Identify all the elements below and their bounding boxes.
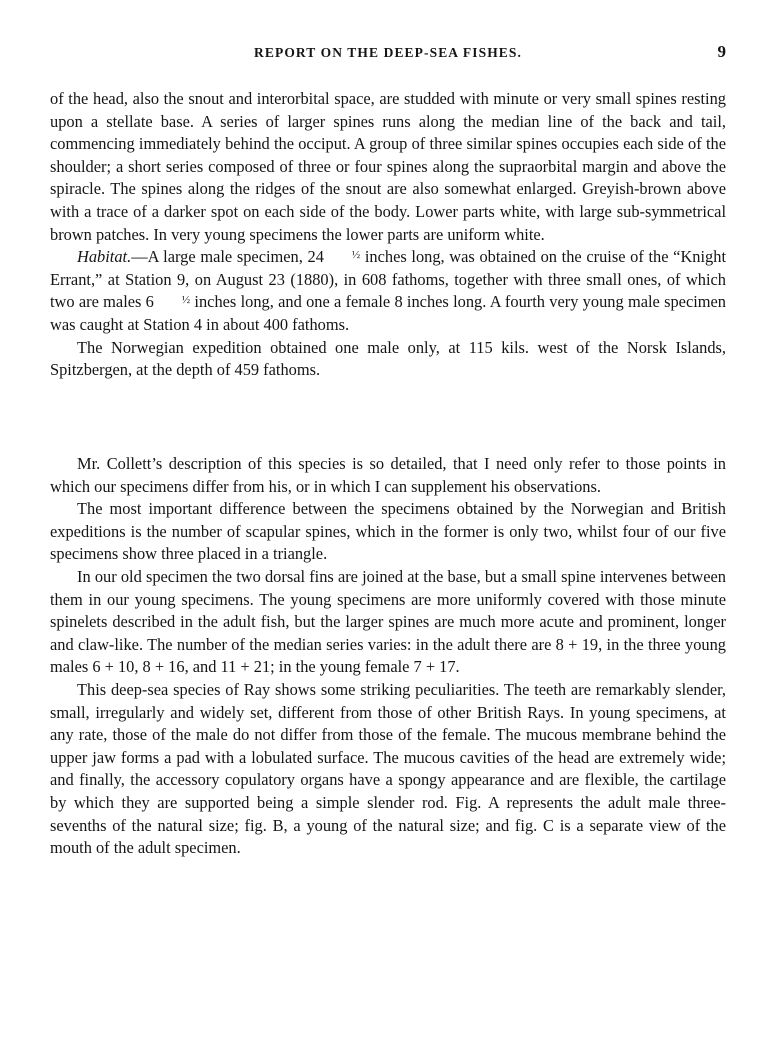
discussion-text-block xyxy=(50,453,726,860)
habitat-label: Habitat. xyxy=(77,247,132,267)
dorsal-fins-paragraph: In our old specimen the two dorsal fins are joined at the base, but a small spine intervenes between them in our young specimens. The young specimens are more uniformly covered with those minute spinelets described in the adult fish, but the larger spines are much more acute and prominent, longer and claw-like. The number of the median series varies: in the adult there are 8 + 19, in the three young males 6 + 10, 8 + 16, and 11 + 21; in the young female 7 + 17. xyxy=(50,566,726,677)
habitat-text-2: inches long, was obtained on the cruise of the “Knight Errant,” at Station 9, on August 23 (1880), in 608 fathoms, together with three small ones, of which two are males 6 xyxy=(50,247,726,312)
upper-text-block xyxy=(50,88,726,382)
description-paragraph: of the head, also the snout and interorbital space, are studded with minute or very small spines resting upon a stellate base. A series of larger spines runs along the median line of the back and tail, commencing immediately behind the occiput. A group of three similar spines occupies each side of the shoulder; a short series composed of three or four spines along the supraorbital margin and above the spiracle. The spines along the ridges of the snout are also somewhat enlarged. Greyish-brown above with a trace of a darker spot on each side of the body. Lower parts white, with large sub-symmetrical brown patches. In very young specimens the lower parts are uniform white. xyxy=(50,89,726,244)
peculiarities-paragraph: This deep-sea species of Ray shows some striking peculiarities. The teeth are remarkably slender, small, irregularly and widely set, different from those of other British Rays. In young specimens, at any rate, those of the male do not differ from those of the female. The mucous membrane behind the upper jaw forms a pad with a lobulated surface. The mucous cavities of the head are extremely wide; and finally, the accessory copulatory organs have a spongy appearance and are flexible, the cartilage by which they are supported being a simple slender rod. Fig. A represents the adult male three-sevenths of the natural size; fig. B, a young of the natural size; and fig. C is a separate view of the mouth of the adult specimen. xyxy=(50,679,726,858)
page-number: 9 xyxy=(717,42,726,61)
habitat-text-1: —A large male specimen, 24 xyxy=(131,247,324,267)
collett-paragraph: Mr. Collett’s description of this species is so detailed, that I need only refer to those points in which our specimens differ from his, or in which I can supplement his observations. xyxy=(50,454,726,496)
scapular-spines-paragraph: The most important difference between the specimens obtained by the Norwegian and British expeditions is the number of scapular spines, which in the former is only two, whilst four of our five specimens show three placed in a triangle. xyxy=(50,499,726,564)
fraction-half: ½ xyxy=(181,294,191,307)
habitat-text-3: inches long, and one a female 8 inches long. A fourth very young male specimen was caught at Station 4 in about 400 fathoms. xyxy=(50,292,726,334)
norwegian-expedition-paragraph: The Norwegian expedition obtained one male only, at 115 kils. west of the Norsk Islands, Spitzbergen, at the depth of 459 fathoms. xyxy=(50,337,726,380)
running-header xyxy=(50,42,726,66)
running-title: REPORT ON THE DEEP-SEA FISHES. xyxy=(254,45,522,60)
habitat-paragraph xyxy=(50,246,726,336)
fraction-half: ½ xyxy=(351,249,361,262)
